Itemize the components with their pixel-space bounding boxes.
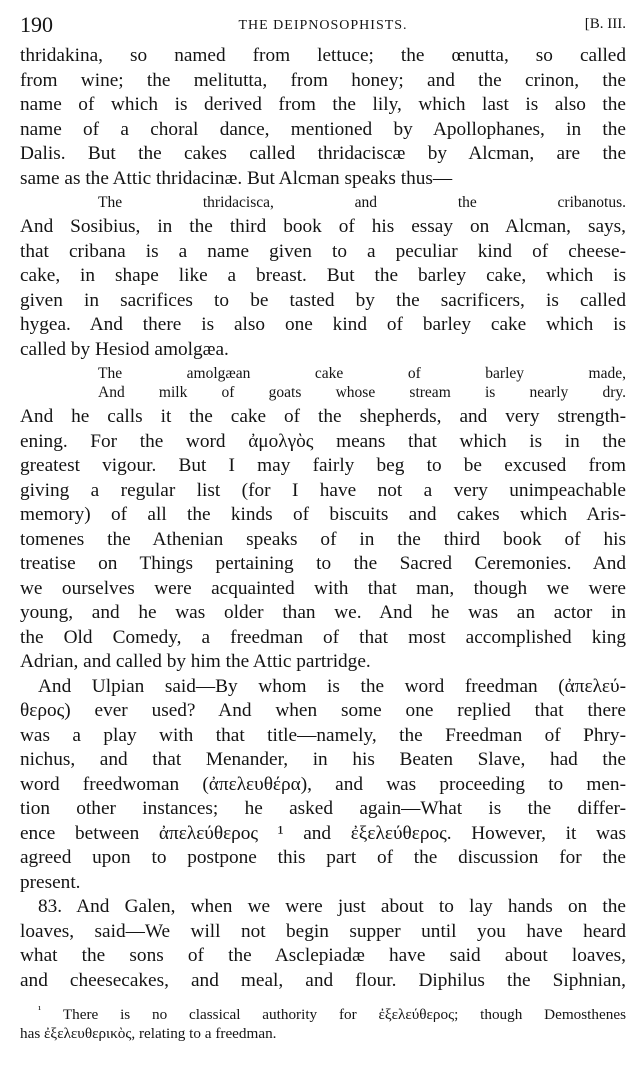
text-line: Adrian, and called by him the Attic partridge.	[20, 651, 371, 672]
footnote-text: There is no classical authority for ἐξελεύθερος; though Demosthenes	[62, 1006, 626, 1024]
text-line: ence between ἀπελεύθερος ¹ and ἐξελεύθερος. However, it was	[20, 822, 626, 844]
text-line: same as the Attic thridacinæ. But Alcman speaks thus—	[20, 167, 453, 189]
verse-line: And milk of goats whose stream is nearly dry.	[98, 384, 626, 401]
text-line: name of a choral dance, mentioned by Apollophanes, in the	[20, 118, 626, 140]
text-line: from wine; the melitutta, from honey; and the crinon, the	[20, 69, 626, 91]
main-text	[20, 44, 626, 993]
text-line: greatest vigour. But I may fairly beg to be excused from	[20, 455, 626, 476]
text-line: tomenes the Athenian speaks of in the third book of his	[20, 528, 626, 550]
text-line: given in sacrifices to be tasted by the sacrificers, is called	[20, 289, 626, 311]
footnote	[20, 1001, 626, 1043]
text-line: tion other instances; he asked again—What is the differ-	[20, 798, 626, 819]
text-line: word freedwoman (ἀπελευθέρα), and was proceeding to men-	[20, 773, 626, 795]
verse-quote	[20, 364, 626, 402]
section-marker: [B. III.	[584, 16, 626, 32]
text-line: we ourselves were acquainted with that man, though we were	[20, 577, 626, 599]
text-line: hygea. And there is also one kind of barley cake which is	[20, 314, 626, 335]
text-line: memory) of all the kinds of biscuits and cakes which Aris-	[20, 504, 626, 525]
running-title: THE DEIPNOSOPHISTS.	[238, 18, 408, 33]
text-line: was a play with that title—namely, the Freedman of Phry-	[20, 724, 626, 746]
verse-line: The amolgæan cake of barley made,	[98, 365, 626, 382]
text-line: present.	[20, 871, 81, 893]
text-line: And he calls it the cake of the shepherds, and very strength-	[20, 406, 626, 427]
text-line: And Ulpian said—By whom is the word freedman (ἀπελεύ-	[38, 675, 626, 697]
text-line: nichus, and that Menander, in his Beaten Slave, had the	[20, 749, 626, 770]
text-line: name of which is derived from the lily, which last is also the	[20, 94, 626, 115]
text-line: treatise on Things pertaining to the Sacred Ceremonies. And	[20, 553, 626, 574]
text-line: And Sosibius, in the third book of his essay on Alcman, says,	[20, 216, 626, 237]
text-line: young, and he was older than we. And he was an actor in	[20, 602, 626, 623]
text-line: ening. For the word ἀμολγὸς means that which is in the	[20, 430, 626, 452]
footnote-line	[20, 1001, 626, 1024]
text-line: θερος) ever used? And when some one replied that there	[20, 700, 626, 721]
footnote-line: has ἐξελευθερικὸς, relating to a freedman.	[20, 1025, 277, 1043]
text-line: thridakina, so named from lettuce; the œnutta, so called	[20, 45, 626, 66]
verse-quote	[20, 193, 626, 212]
text-line: agreed upon to postpone this part of the discussion for the	[20, 847, 626, 868]
text-line: giving a regular list (for I have not a very unimpeachable	[20, 479, 626, 501]
text-line: loaves, said—We will not begin supper until you have heard	[20, 920, 626, 942]
text-line: 83. And Galen, when we were just about to lay hands on the	[38, 896, 626, 917]
book-page	[20, 10, 626, 1043]
text-line: called by Hesiod amolgæa.	[20, 338, 229, 360]
page-header	[20, 10, 626, 44]
text-line: the Old Comedy, a freedman of that most accomplished king	[20, 626, 626, 648]
verse-line: The thridacisca, and the cribanotus.	[98, 194, 626, 211]
page-number: 190	[20, 12, 53, 37]
text-line: that cribana is a name given to a peculiar kind of cheese-	[20, 240, 626, 262]
text-line: what the sons of the Asclepiadæ have said about loaves,	[20, 945, 626, 966]
text-line: Dalis. But the cakes called thridaciscæ by Alcman, are the	[20, 143, 626, 164]
text-line: and cheesecakes, and meal, and flour. Diphilus the Siphnian,	[20, 969, 626, 991]
footnote-marker: ¹	[38, 1004, 42, 1016]
text-line: cake, in shape like a breast. But the barley cake, which is	[20, 265, 626, 286]
